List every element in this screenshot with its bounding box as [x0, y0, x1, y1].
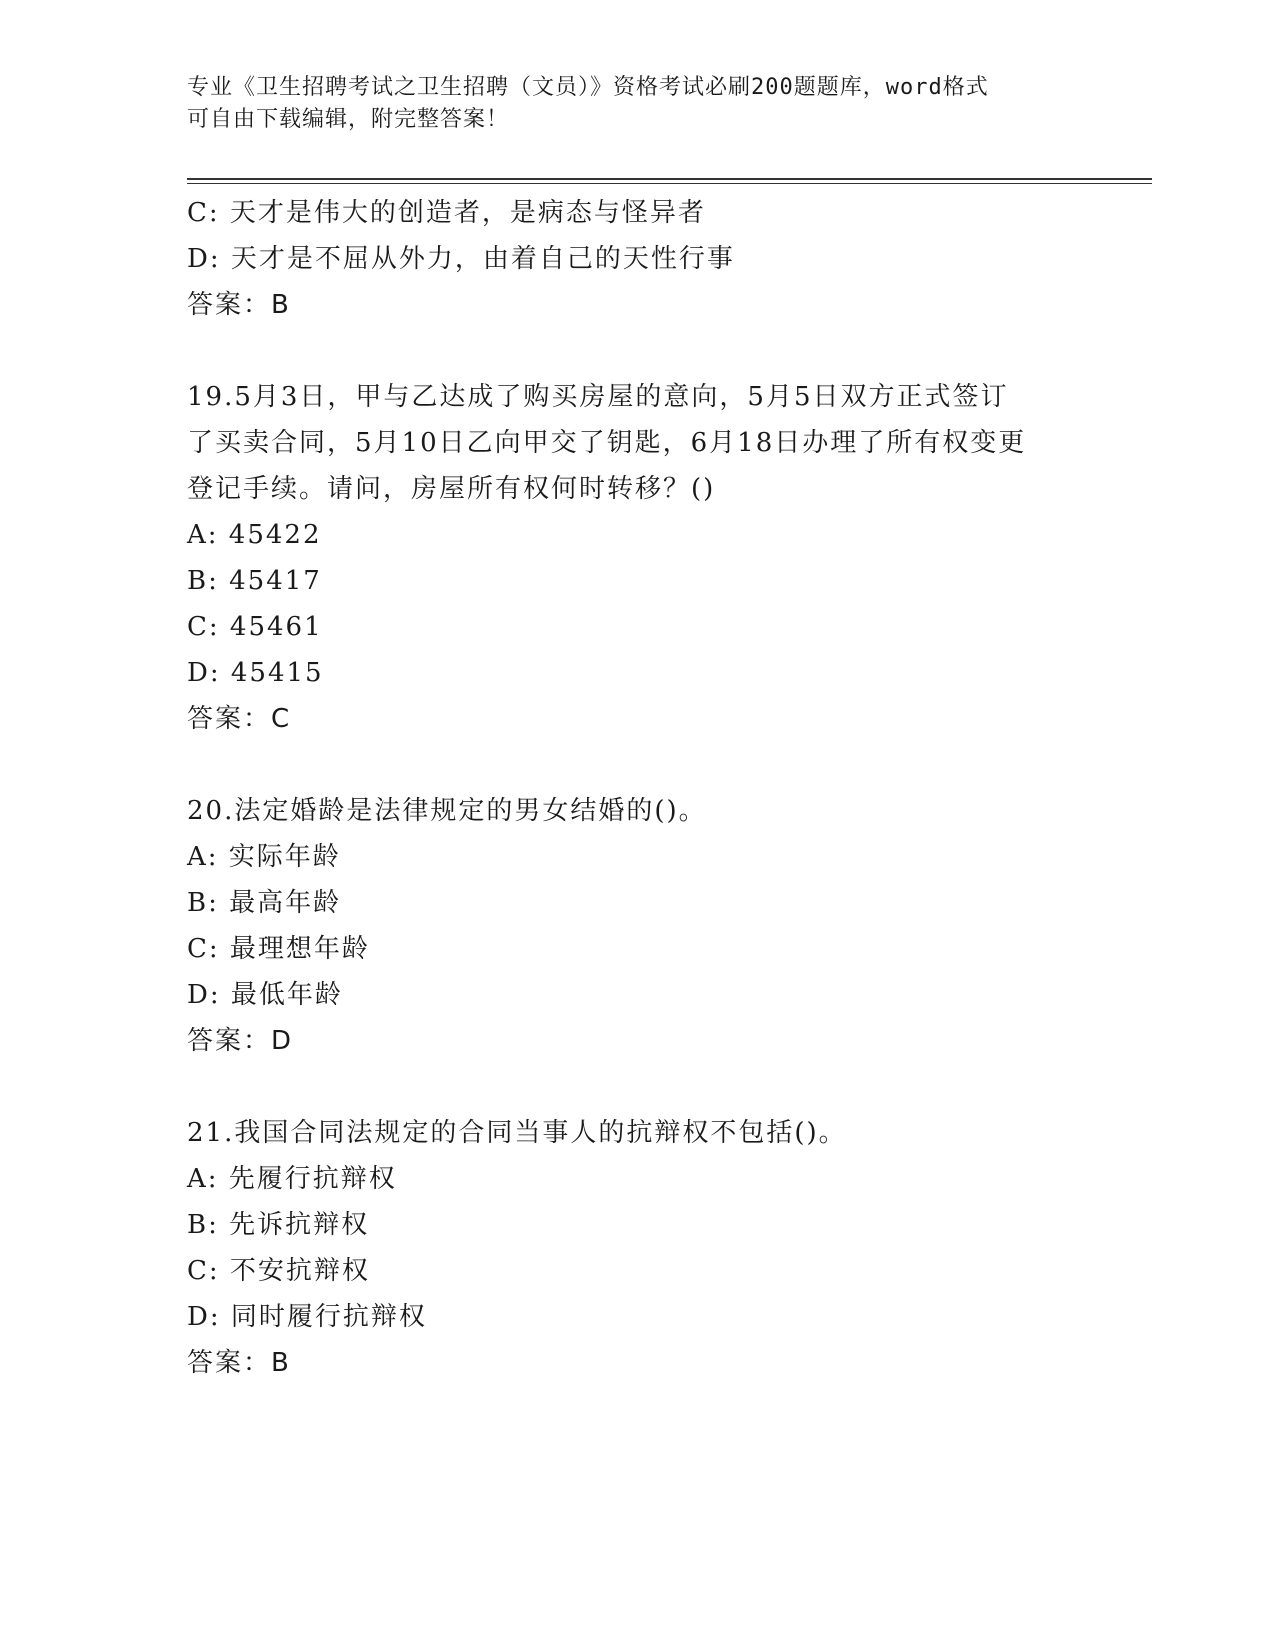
question-20	[187, 788, 1087, 1064]
question-text-line: 21.我国合同法规定的合同当事人的抗辩权不包括()。	[187, 1118, 847, 1148]
answer: 答案：B	[187, 1348, 291, 1378]
spacer	[187, 742, 1087, 788]
question-19	[187, 374, 1087, 742]
answer: 答案：B	[187, 290, 291, 320]
option-c: C: 天才是伟大的创造者，是病态与怪异者	[187, 198, 706, 228]
option-d: D: 最低年龄	[187, 980, 343, 1010]
question-text-line: 登记手续。请问，房屋所有权何时转移？()	[187, 474, 716, 504]
spacer	[187, 328, 1087, 374]
option-c: C: 不安抗辩权	[187, 1256, 370, 1286]
header-divider-thin	[187, 183, 1152, 184]
option-b: B: 最高年龄	[187, 888, 342, 918]
option-c: C: 最理想年龄	[187, 934, 370, 964]
question-text-line: 20.法定婚龄是法律规定的男女结婚的()。	[187, 796, 707, 826]
header-divider	[187, 178, 1152, 180]
option-b: B: 先诉抗辩权	[187, 1210, 370, 1240]
document-body	[187, 190, 1087, 1386]
option-d: D: 同时履行抗辩权	[187, 1302, 427, 1332]
header-line-1: 专业《卫生招聘考试之卫生招聘（文员）》资格考试必刷200题题库，word格式	[187, 75, 989, 100]
option-c: C: 45461	[187, 612, 323, 642]
option-d: D: 45415	[187, 658, 324, 688]
question-text-line: 19.5月3日，甲与乙达成了购买房屋的意向，5月5日双方正式签订	[187, 382, 1009, 412]
spacer	[187, 1064, 1087, 1110]
question-18-tail	[187, 190, 1087, 328]
answer: 答案：D	[187, 1026, 294, 1056]
document-header	[187, 72, 1087, 136]
header-line-2: 可自由下载编辑，附完整答案！	[187, 107, 510, 132]
option-d: D: 天才是不屈从外力，由着自己的天性行事	[187, 244, 735, 274]
question-text-line: 了买卖合同，5月10日乙向甲交了钥匙，6月18日办理了所有权变更	[187, 428, 1027, 458]
option-a: A: 实际年龄	[187, 842, 341, 872]
option-b: B: 45417	[187, 566, 322, 596]
question-21	[187, 1110, 1087, 1386]
option-a: A: 45422	[187, 520, 322, 550]
answer: 答案：C	[187, 704, 292, 734]
option-a: A: 先履行抗辩权	[187, 1164, 397, 1194]
